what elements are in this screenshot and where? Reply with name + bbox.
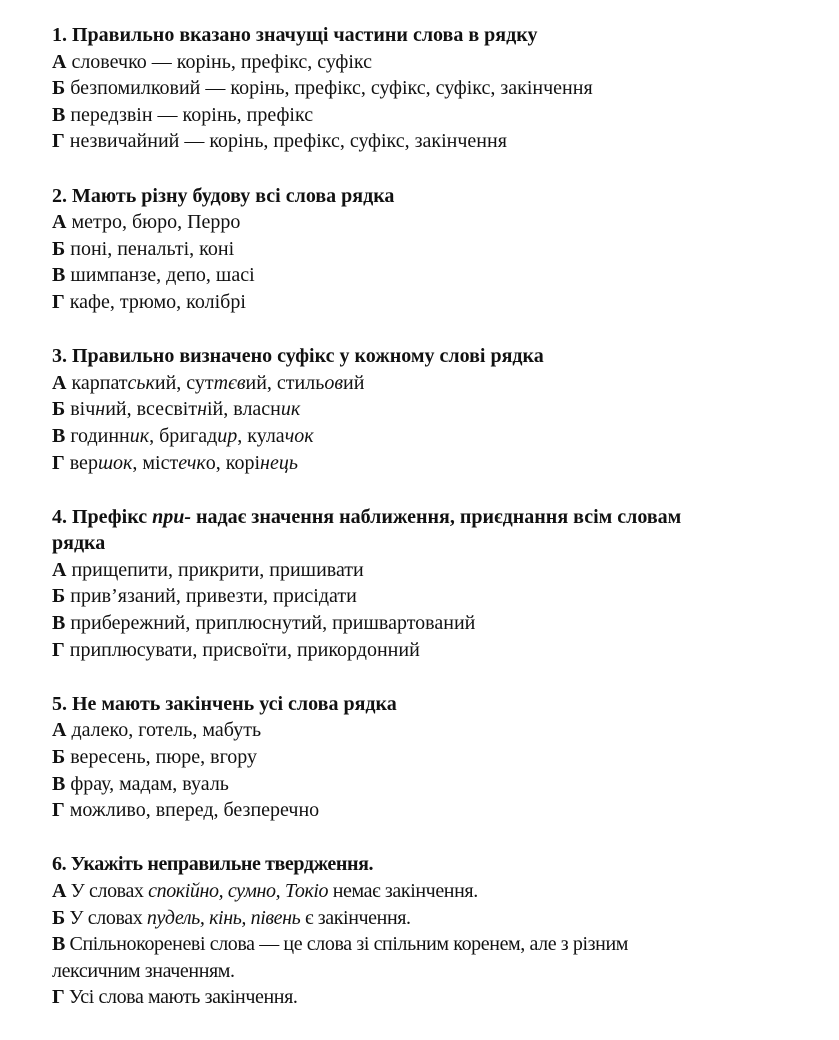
question-2 xyxy=(52,183,839,316)
option-letter: Г xyxy=(52,451,65,474)
italic-text: н xyxy=(95,398,106,421)
text-segment: ий, стиль xyxy=(245,371,325,394)
text-segment: вер xyxy=(64,451,98,474)
text-segment: прив’язаний, привезти, присідати xyxy=(65,585,357,608)
option-letter: А xyxy=(52,371,67,394)
italic-text: тєв xyxy=(213,371,246,394)
text-segment: годинн xyxy=(65,424,130,447)
question-title xyxy=(52,183,839,210)
text-segment: 5. Не мають закінчень усі слова рядка xyxy=(52,692,397,715)
text-segment: є закінчення. xyxy=(300,906,411,929)
option-letter: Б xyxy=(52,906,65,929)
answer-option xyxy=(52,931,839,958)
option-letter: Б xyxy=(52,398,66,421)
text-segment: 6. Укажіть неправильне твердження. xyxy=(52,853,374,876)
answer-option xyxy=(52,262,839,289)
italic-text: спокійно, сумно, Токіо xyxy=(148,880,329,902)
text-segment: передзвін — корінь, префікс xyxy=(65,103,314,126)
text-segment: поні, пенальті, коні xyxy=(65,237,235,260)
answer-option xyxy=(52,423,839,450)
answer-option xyxy=(52,583,839,610)
italic-text: ечк xyxy=(178,451,206,474)
question-title xyxy=(52,691,839,718)
italic-text: ов xyxy=(324,371,344,394)
question-4 xyxy=(52,504,839,664)
italic-text: ськ xyxy=(127,371,155,394)
text-segment: , міст xyxy=(132,451,179,474)
option-letter: А xyxy=(52,880,67,902)
text-segment: прибережний, приплюснутий, пришвартований xyxy=(65,612,476,635)
text-segment: , бригад xyxy=(149,424,218,447)
answer-option xyxy=(52,905,839,932)
italic-text: ик xyxy=(129,424,150,447)
option-letter: Б xyxy=(52,585,66,608)
answer-option xyxy=(52,49,839,76)
text-segment: приплюсувати, присвоїти, прикордонний xyxy=(64,638,420,661)
answer-option xyxy=(52,236,839,263)
text-segment: фрау, мадам, вуаль xyxy=(65,772,229,795)
option-letter: Б xyxy=(52,746,66,769)
answer-option xyxy=(52,102,839,129)
text-segment: 3. Правильно визначено суфікс у кожному слові рядка xyxy=(52,345,544,368)
text-segment: о, корі xyxy=(205,451,261,474)
text-segment: можливо, вперед, безперечно xyxy=(64,799,320,822)
answer-option xyxy=(52,289,839,316)
option-letter: В xyxy=(52,772,66,795)
option-letter: Б xyxy=(52,237,66,260)
answer-option xyxy=(52,610,839,637)
answer-option xyxy=(52,771,839,798)
answer-option xyxy=(52,128,839,155)
text-segment: Усі слова мають закінчення. xyxy=(64,986,298,1009)
answer-option xyxy=(52,744,839,771)
text-segment: віч xyxy=(65,398,96,421)
text-segment: шимпанзе, депо, шасі xyxy=(65,264,255,287)
answer-option xyxy=(52,75,839,102)
italic-text: шок xyxy=(97,451,133,474)
text-segment: 4. Префікс xyxy=(52,505,153,528)
text-segment: метро, бюро, Перро xyxy=(66,211,241,234)
option-letter: Г xyxy=(52,130,65,153)
answer-option xyxy=(52,878,839,905)
answer-option xyxy=(52,637,839,664)
question-title xyxy=(52,504,839,531)
question-title xyxy=(52,343,839,370)
answer-option xyxy=(52,717,839,744)
answer-option xyxy=(52,450,839,477)
text-segment: карпат xyxy=(66,371,128,394)
italic-text: ик xyxy=(280,398,301,421)
text-segment: , кула xyxy=(237,424,285,447)
text-segment: немає закінчення. xyxy=(328,880,478,902)
italic-text: ир xyxy=(217,424,238,447)
option-letter: А xyxy=(52,50,67,73)
answer-option xyxy=(52,797,839,824)
text-segment: кафе, трюмо, колібрі xyxy=(64,290,246,313)
italic-text: чок xyxy=(284,424,314,447)
option-letter: В xyxy=(52,103,66,126)
option-letter: В xyxy=(52,933,65,956)
text-segment: далеко, готель, мабуть xyxy=(66,719,262,742)
text-segment: лексичним значенням. xyxy=(52,959,235,982)
text-segment: 2. Мають різну будову всі слова рядка xyxy=(52,184,395,207)
question-3 xyxy=(52,343,839,476)
option-letter: Г xyxy=(52,638,65,661)
italic-text: пудель, кінь, півень xyxy=(146,906,301,929)
question-title xyxy=(52,22,839,49)
italic-text: при- xyxy=(152,505,192,528)
text-segment: ій, власн xyxy=(207,398,281,421)
answer-option xyxy=(52,370,839,397)
text-segment: прищепити, прикрити, пришивати xyxy=(66,558,364,581)
text-segment: незвичайний — корінь, префікс, суфікс, закінчення xyxy=(64,130,507,153)
text-segment: У словах xyxy=(66,880,149,902)
text-segment: ий xyxy=(343,371,365,394)
italic-text: н xyxy=(197,398,207,421)
question-5 xyxy=(52,691,839,824)
text-segment: вересень, пюре, вгору xyxy=(65,746,258,769)
answer-option xyxy=(52,984,839,1011)
text-segment: Спільнокореневі слова — це слова зі спільним коренем, але з різним xyxy=(64,933,629,956)
answer-option xyxy=(52,557,839,584)
text-segment: надає значення наближення, приєднання всім словам xyxy=(191,505,682,528)
option-letter: Г xyxy=(52,290,65,313)
answer-option xyxy=(52,396,839,423)
text-segment: 1. Правильно вказано значущі частини слова в рядку xyxy=(52,24,538,46)
option-letter: В xyxy=(52,612,66,635)
text-segment: рядка xyxy=(52,532,106,555)
question-title xyxy=(52,851,839,878)
option-letter: А xyxy=(52,558,67,581)
option-letter: Б xyxy=(52,77,66,100)
text-segment: ий, всесвіт xyxy=(105,398,198,421)
question-title xyxy=(52,530,839,557)
option-letter: Г xyxy=(52,799,65,822)
text-segment: У словах xyxy=(64,906,147,929)
answer-option xyxy=(52,209,839,236)
text-segment: безпомилковий — корінь, префікс, суфікс, суфікс, закінчення xyxy=(65,77,593,100)
option-letter: А xyxy=(52,211,67,234)
italic-text: нець xyxy=(260,451,298,474)
question-6 xyxy=(52,851,839,1011)
option-letter: В xyxy=(52,264,66,287)
option-letter: Г xyxy=(52,986,65,1009)
text-segment: ий, сут xyxy=(154,371,214,394)
question-1 xyxy=(52,22,839,155)
option-letter: А xyxy=(52,719,67,742)
answer-option xyxy=(52,958,839,985)
text-segment: словечко — корінь, префікс, суфікс xyxy=(66,50,373,73)
option-letter: В xyxy=(52,424,66,447)
